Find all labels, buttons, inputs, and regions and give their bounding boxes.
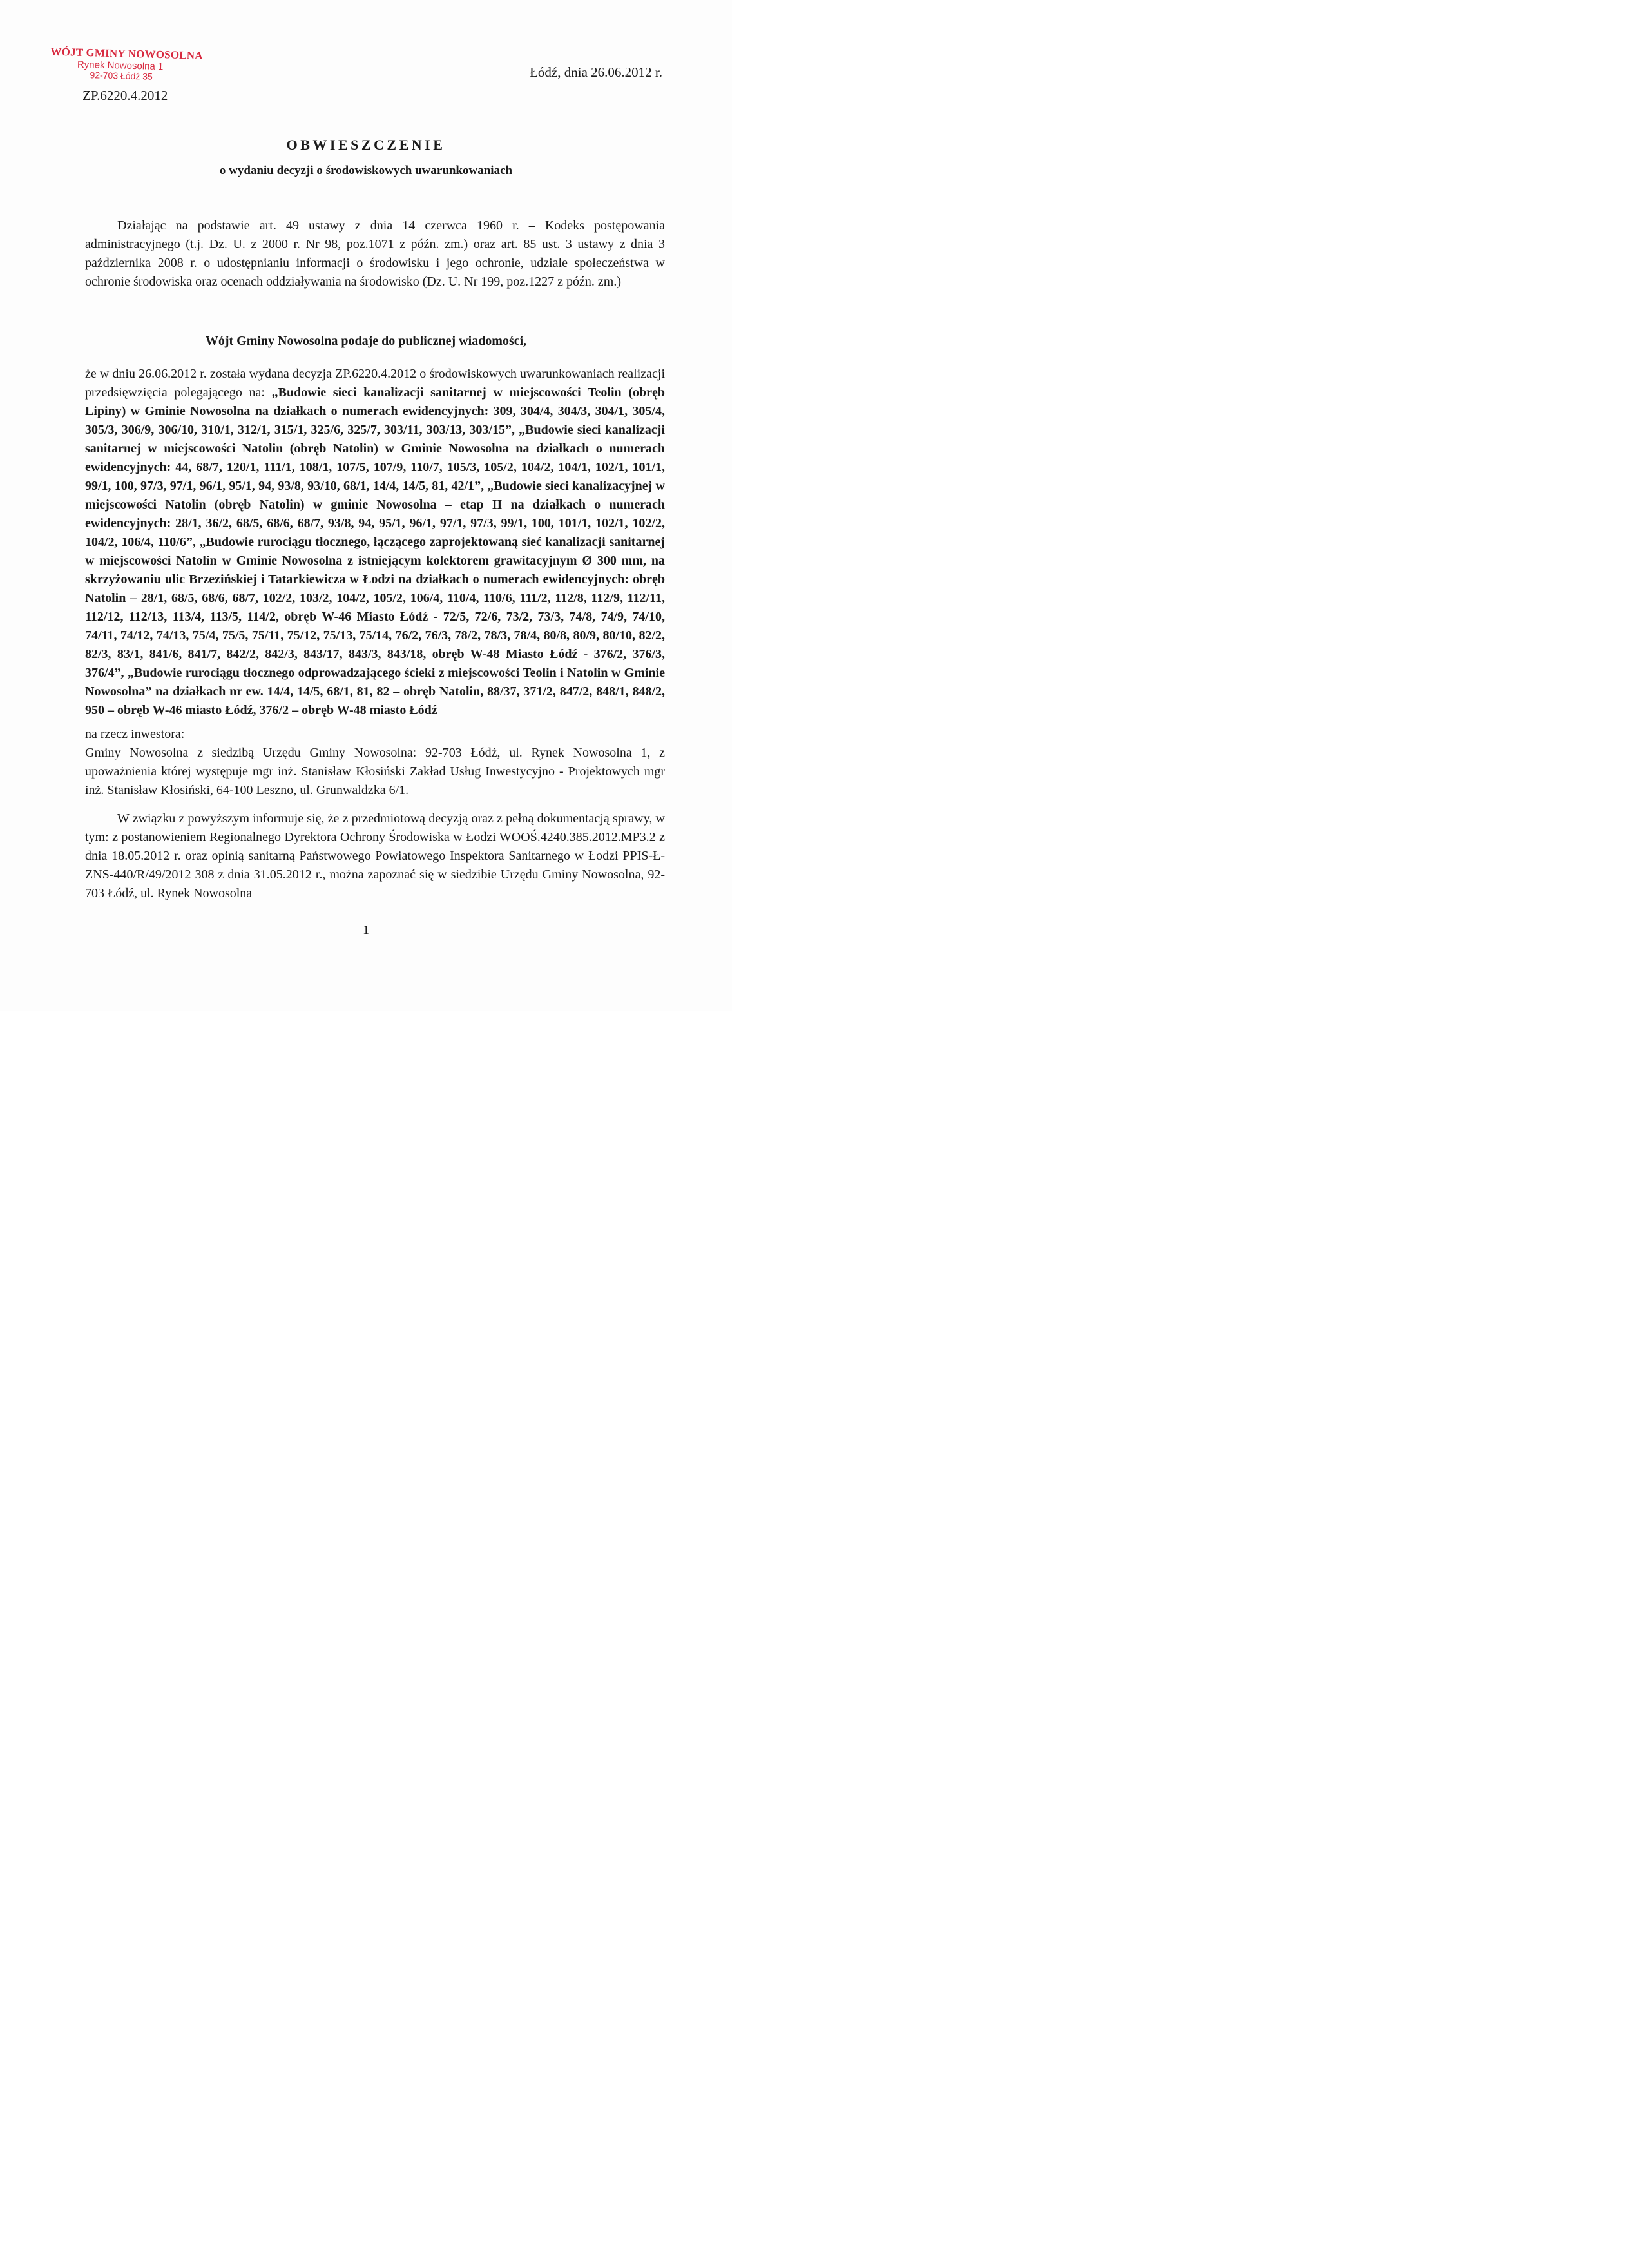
investor-label: na rzecz inwestora: (85, 727, 185, 741)
legal-basis-paragraph: Działając na podstawie art. 49 ustawy z dnia 14 czerwca 1960 r. – Kodeks postępowania administracyjnego (t.j. Dz. U. z 2000 r. Nr 98, poz.1071 z późn. zm.) oraz art. 85 ust. 3 ustawy z dnia 3 października 2008 r. o udostępnianiu informacji o środowisku i jego ochronie, udziale społeczeństwa w ochronie środowiska oraz ocenach oddziaływania na środowisko (Dz. U. Nr 199, poz.1227 z późn. zm.) (85, 218, 665, 289)
decision-project-list: „Budowie sieci kanalizacji sanitarnej w miejscowości Teolin (obręb Lipiny) w Gminie Nowosolna na działkach o numerach ewidencyjnych: 309, 304/4, 304/3, 304/1, 305/4, 305/3, 306/9, 306/10, 310/1, 312/1, 315/1, 325/6, 325/7, 303/11, 303/13, 303/15”, „Budowie sieci kanalizacji sanitarnej w miejscowości Natolin (obręb Natolin) w Gminie Nowosolna na działkach o numerach ewidencyjnych: 44, 68/7, 120/1, 111/1, 108/1, 107/5, 107/9, 110/7, 105/3, 105/2, 104/2, 104/1, 102/1, 101/1, 99/1, 100, 97/3, 97/1, 96/1, 95/1, 94, 93/8, 93/10, 68/1, 14/4, 14/5, 81, 42/1”, „Budowie sieci kanalizacyjnej w miejscowości Natolin (obręb Natolin) w gminie Nowosolna – etap II na działkach o numerach ewidencyjnych: 28/1, 36/2, 68/5, 68/6, 68/7, 93/8, 94, 95/1, 96/1, 97/1, 97/3, 99/1, 100, 101/1, 102/1, 102/2, 104/2, 106/4, 110/6”, „Budowie rurociągu tłocznego, łączącego zaprojektowaną sieć kanalizacji sanitarnej w miejscowości Natolin w Gminie Nowosolna z istniejącym kolektorem grawitacyjnym Ø 300 mm, na skrzyżowaniu ulic Brzezińskiej i Tatarkiewicza w Łodzi na działkach o numerach ewidencyjnych: obręb Natolin – 28/1, 68/5, 68/6, 68/7, 102/2, 103/2, 104/2, 105/2, 106/4, 110/4, 110/6, 111/2, 112/8, 112/9, 112/11, 112/12, 112/13, 113/4, 113/5, 114/2, obręb W-46 Miasto Łódź - 72/5, 72/6, 73/2, 73/3, 74/8, 74/9, 74/10, 74/11, 74/12, 74/13, 75/4, 75/5, 75/11, 75/12, 75/13, 75/14, 76/2, 76/3, 78/2, 78/3, 78/4, 80/8, 80/9, 80/10, 82/2, 82/3, 83/1, 841/6, 841/7, 842/2, 842/3, 843/17, 843/3, 843/18, obręb W-48 Miasto Łódź - 376/2, 376/3, 376/4”, „Budowie rurociągu tłocznego odprowadzającego ścieki z miejscowości Teolin i Natolin w Gminie Nowosolna” na działkach nr ew. 14/4, 14/5, 68/1, 81, 82 – obręb Natolin, 88/37, 371/2, 847/2, 848/1, 848/2, 950 – obręb W-46 miasto Łódź, 376/2 – obręb W-48 miasto Łódź (85, 385, 665, 717)
closing-paragraph: W związku z powyższym informuje się, że z przedmiotową decyzją oraz z pełną dokumentacją sprawy, w tym: z postanowieniem Regionalnego Dyrektora Ochrony Środowiska w Łodzi WOOŚ.4240.385.2012.MP3.2 z dnia 18.05.2012 r. oraz opinią sanitarną Państwowego Powiatowego Inspektora Sanitarnego w Łodzi PPIS-Ł-ZNS-440/R/49/2012 308 z dnia 31.05.2012 r., można zapoznać się w siedzibie Urzędu Gminy Nowosolna, 92-703 Łódź, ul. Rynek Nowosolna (85, 811, 665, 900)
document-subtitle: o wydaniu decyzji o środowiskowych uwarunkowaniach (219, 164, 513, 177)
document-date: Łódź, dnia 26.06.2012 r. (530, 64, 662, 80)
document-title: OBWIESZCZENIE (286, 137, 446, 153)
investor-paragraph: Gminy Nowosolna z siedzibą Urzędu Gminy Nowosolna: 92-703 Łódź, ul. Rynek Nowosolna 1, z upoważnienia której występuje mgr inż. Stanisław Kłosiński Zakład Usług Inwestycyjno - Projektowych mgr inż. Stanisław Kłosiński, 64-100 Leszno, ul. Grunwaldzka 6/1. (85, 746, 665, 797)
page-number: 1 (363, 923, 369, 937)
document-page (0, 0, 732, 1011)
official-stamp (50, 46, 218, 84)
announcement-heading: Wójt Gminy Nowosolna podaje do publicznej wiadomości, (205, 334, 527, 348)
stamp-line-postcode: 92-703 Łódź 35 (90, 70, 153, 82)
stamp-line-street: Rynek Nowosolna 1 (77, 59, 164, 73)
decision-lead-text: że w dniu 26.06.2012 r. została wydana decyzja ZP.6220.4.2012 o środowiskowych uwarunkowaniach realizacji przedsięwzięcia polegającego na: (85, 367, 665, 400)
reference-number: ZP.6220.4.2012 (82, 88, 168, 103)
stamp-line-office: WÓJT GMINY NOWOSOLNA (50, 45, 204, 62)
decision-paragraph (85, 365, 665, 720)
